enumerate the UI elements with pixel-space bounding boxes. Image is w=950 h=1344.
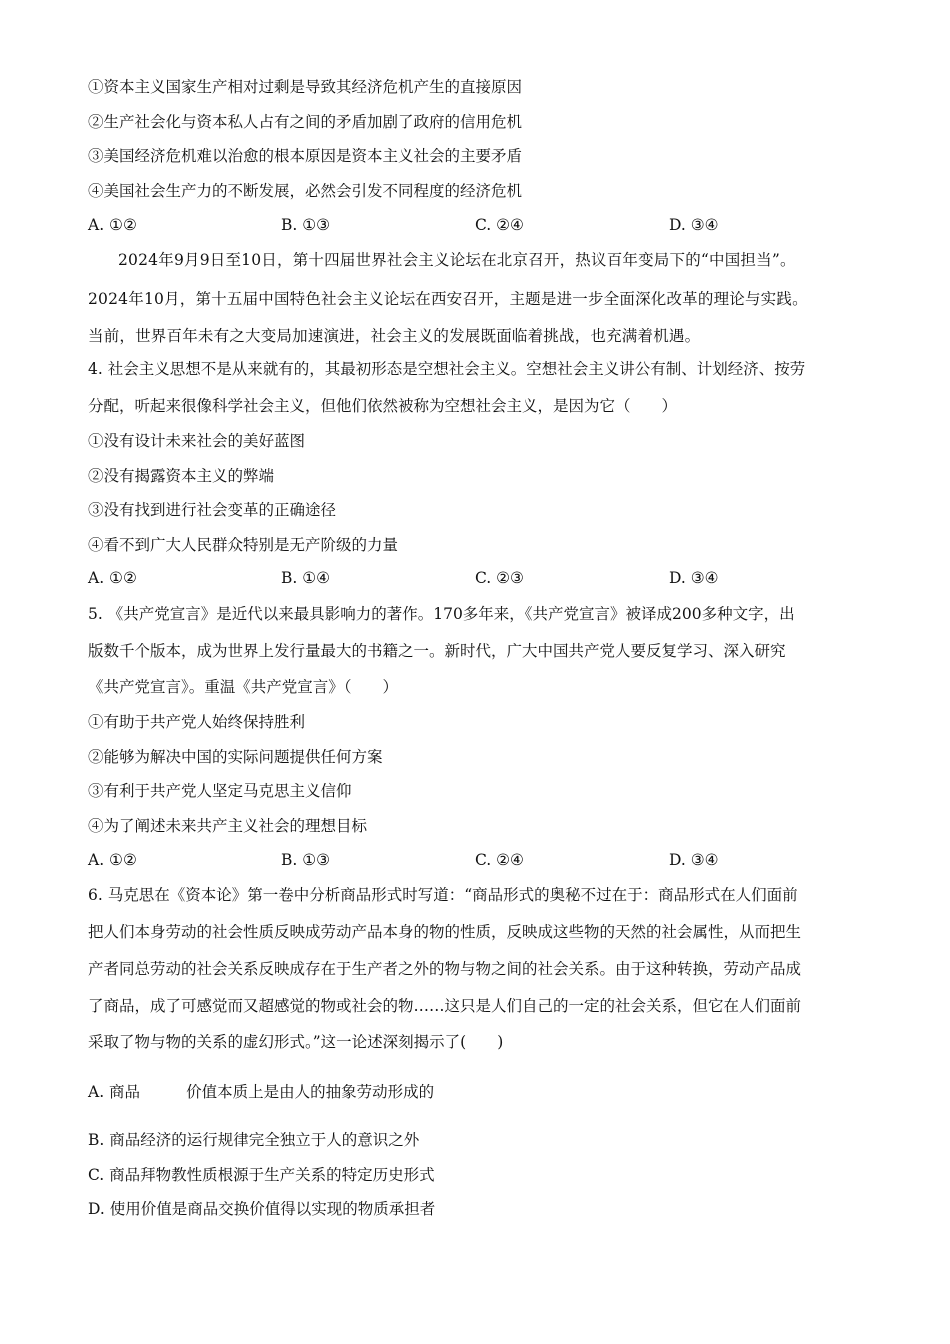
q4-statement-1: ①没有设计未来社会的美好蓝图 [88, 432, 306, 450]
q3-options [88, 215, 868, 235]
q6-option-a [88, 1082, 434, 1102]
q4-option-b: B. ①④ [281, 569, 331, 587]
q5-options [88, 850, 868, 870]
q4-statement-4: ④看不到广大人民群众特别是无产阶级的力量 [88, 536, 399, 554]
q6-option-a-text: 价值本质上是由人的抽象劳动形成的 [186, 1083, 435, 1101]
q6-option-c: C. 商品拜物教性质根源于生产关系的特定历史形式 [88, 1166, 435, 1184]
q5-option-d: D. ③④ [669, 851, 719, 869]
q6-option-d: D. 使用价值是商品交换价值得以实现的物质承担者 [88, 1200, 436, 1218]
q4-statement-2: ②没有揭露资本主义的弊端 [88, 467, 275, 485]
q6-stem-line-5: 采取了物与物的关系的虚幻形式。”这一论述深刻揭示了( ) [88, 1033, 504, 1051]
q5-stem-line-1: 5. 《共产党宣言》是近代以来最具影响力的著作。170多年来，《共产党宣言》被译成200多种文字，出 [88, 605, 795, 623]
q5-option-a: A. ①② [88, 851, 137, 869]
q5-stem-line-3: 《共产党宣言》。重温《共产党宣言》（ ） [88, 678, 399, 696]
q4-option-d: D. ③④ [669, 569, 719, 587]
material-line-3: 当前，世界百年未有之大变局加速演进，社会主义的发展既面临着挑战，也充满着机遇。 [88, 327, 701, 345]
q3-statement-2: ②生产社会化与资本私人占有之间的矛盾加剧了政府的信用危机 [88, 113, 523, 131]
q4-option-c: C. ②③ [475, 569, 524, 587]
q5-option-b: B. ①③ [281, 851, 331, 869]
q4-option-a: A. ①② [88, 569, 137, 587]
q4-stem-line-1: 4. 社会主义思想不是从来就有的，其最初形态是空想社会主义。空想社会主义讲公有制、计划经济、按劳 [88, 360, 806, 378]
q4-statement-3: ③没有找到进行社会变革的正确途径 [88, 501, 337, 519]
q3-statement-1: ①资本主义国家生产相对过剩是导致其经济危机产生的直接原因 [88, 78, 523, 96]
q6-option-a-label: A. 商品 [88, 1083, 141, 1101]
q4-options [88, 568, 868, 588]
q6-option-b: B. 商品经济的运行规律完全独立于人的意识之外 [88, 1131, 420, 1149]
q3-statement-3: ③美国经济危机难以治愈的根本原因是资本主义社会的主要矛盾 [88, 147, 523, 165]
q6-stem-line-1: 6. 马克思在《资本论》第一卷中分析商品形式时写道：“商品形式的奥秘不过在于：商品形式在人们面前 [88, 886, 798, 904]
q5-statement-2: ②能够为解决中国的实际问题提供任何方案 [88, 748, 383, 766]
q6-stem-line-2: 把人们本身劳动的社会性质反映成劳动产品本身的物的性质，反映成这些物的天然的社会属性，从而把生 [88, 923, 802, 941]
q3-option-a: A. ①② [88, 216, 137, 234]
q5-statement-3: ③有利于共产党人坚定马克思主义信仰 [88, 782, 352, 800]
q3-option-c: C. ②④ [475, 216, 524, 234]
q3-statement-4: ④美国社会生产力的不断发展，必然会引发不同程度的经济危机 [88, 182, 523, 200]
q3-option-b: B. ①③ [281, 216, 331, 234]
q6-stem-line-3: 产者同总劳动的社会关系反映成存在于生产者之外的物与物之间的社会关系。由于这种转换，劳动产品成 [88, 960, 802, 978]
q3-option-d: D. ③④ [669, 216, 719, 234]
q5-option-c: C. ②④ [475, 851, 524, 869]
material-line-2: 2024年10月，第十五届中国特色社会主义论坛在西安召开，主题是进一步全面深化改革的理论与实践。 [88, 290, 808, 308]
q4-stem-line-2: 分配，听起来很像科学社会主义，但他们依然被称为空想社会主义，是因为它（ ） [88, 397, 678, 415]
q6-stem-line-4: 了商品，成了可感觉而又超感觉的物或社会的物……这只是人们自己的一定的社会关系，但它在人们面前 [88, 997, 802, 1015]
material-line-1: 2024年9月9日至10日，第十四届世界社会主义论坛在北京召开，热议百年变局下的“中国担当”。 [118, 251, 796, 269]
q5-statement-4: ④为了阐述未来共产主义社会的理想目标 [88, 817, 368, 835]
q5-statement-1: ①有助于共产党人始终保持胜利 [88, 713, 306, 731]
q5-stem-line-2: 版数千个版本，成为世界上发行量最大的书籍之一。新时代，广大中国共产党人要反复学习、深入研究 [88, 642, 786, 660]
